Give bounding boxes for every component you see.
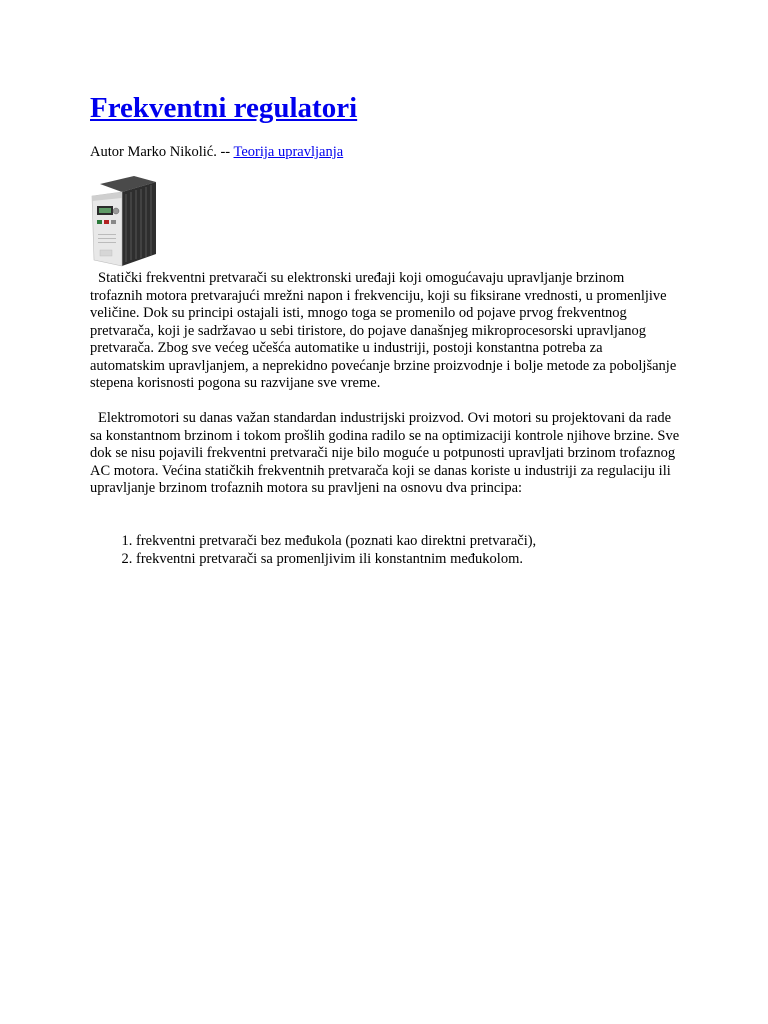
byline bbox=[90, 143, 343, 161]
frequency-inverter-photo bbox=[90, 174, 160, 270]
list-item: 1. frekventni pretvarači bez međukola (poznati kao direktni pretvarači), bbox=[136, 532, 736, 550]
principles-list bbox=[90, 532, 736, 568]
author-text: Autor Marko Nikolić. -- bbox=[90, 144, 234, 160]
paragraph-2: Elektromotori su danas važan standardan industrijski proizvod. Ovi motori su projektovani da rade sa konstantnom brzinom i tokom prošlih godina radilo se na optimizaciji kontrole njihove brzine. Sve dok se nisu pojavili frekventni pretvarači nije bilo moguće u potpunosti upravljati brzinom trofaznog AC motora. Većina statičkih frekventnih pretvarača koji se danas koriste u industriji za regulaciju ili upravljanje brzinom trofaznih motora su pravljeni na osnovu dva principa: bbox=[90, 410, 680, 496]
title-link[interactable]: Frekventni regulatori bbox=[90, 92, 358, 124]
paragraph-1: Statički frekventni pretvarači su elektronski uređaji koji omogućavaju upravljanje brzinom trofaznih motora pretvarajući mrežni napon i frekvenciju, koji su fiksirane vrednosti, u promenljive veličine. Dok su principi ostajali isti, mnogo toga se promenilo od pojave prvog frekventnog pretvarača, koji je sadržavao u sebi tiristore, do pojave današnjeg mikroprocesorski upravljanog pretvarača. Zbog sve većeg učešća automatike u industriji, postoji konstantna potreba za automatskim upravljanjem, a neprekidno povećanje brzine proizvodnje i bolje metode za poboljšanje stepena korisnosti pogona su razvijane sve vreme. bbox=[90, 270, 677, 391]
category-link[interactable]: Teorija upravljanja bbox=[233, 144, 344, 160]
list-item: 2. frekventni pretvarači sa promenljivim ili konstantnim međukolom. bbox=[136, 550, 736, 568]
page-title bbox=[90, 88, 357, 128]
